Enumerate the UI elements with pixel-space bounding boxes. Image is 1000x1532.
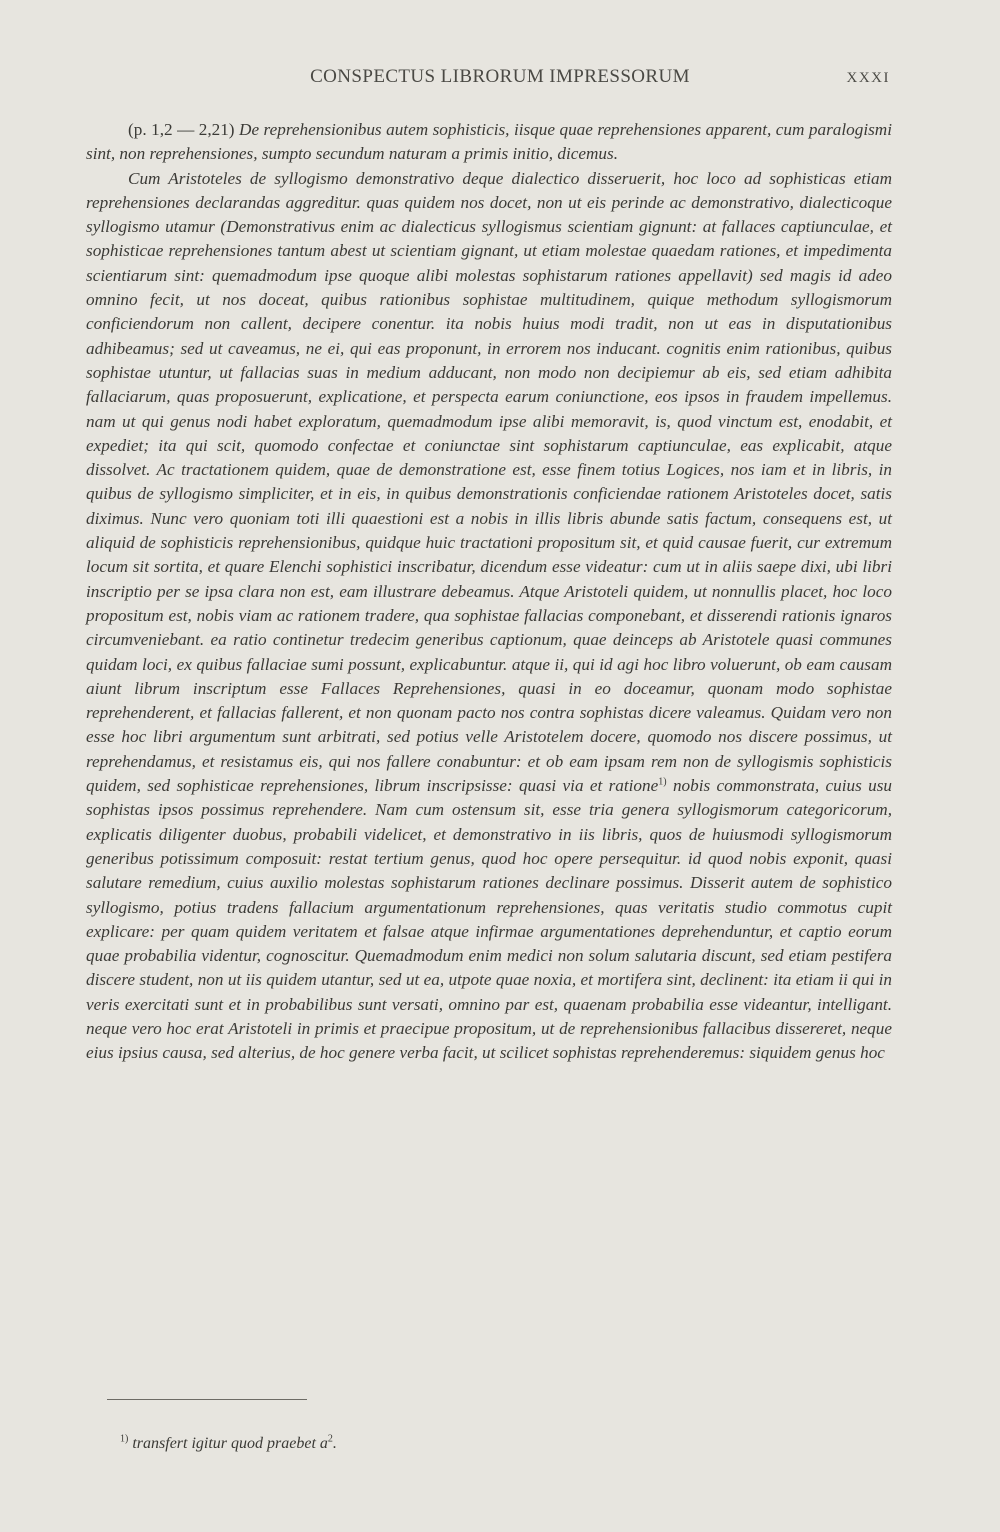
footnote-end: . xyxy=(332,1435,337,1452)
paragraph-1 xyxy=(86,118,892,167)
paragraph-1-text: De reprehensionibus autem sophisticis, iisque quae reprehensiones apparent, cum paralogismi sint, non reprehensiones, sumpto secundum naturam a primis initio, dicemus. xyxy=(86,120,892,164)
footnote-mark: 1) xyxy=(120,1433,129,1445)
footnote-superscript: 2 xyxy=(327,1433,333,1445)
footnote-text: transfert igitur quod praebet a xyxy=(132,1435,328,1452)
page-reference: (p. 1,2 — 2,21) xyxy=(128,120,235,139)
main-text xyxy=(86,118,892,1066)
paragraph-2 xyxy=(86,167,892,1066)
paragraph-2-text-a: Cum Aristoteles de syllogismo demonstrativo deque dialectico disseruerit, hoc loco ad sophisticas etiam reprehensiones declarandas aggreditur. quas quidem nos docet, non ut eis perinde ac demonstrativo, dialecticoque syllogismo utamur (Demonstrativus enim ac dialecticus syllogismus scientiam gignunt: at fallaces captiunculae, et sophisticae reprehensiones tantum abest ut scientiam gignant, ut etiam molestae quaedam rationes, et impedimenta scientiarum sint: quemadmodum ipse quoque alibi molestas sophistarum rationes appellavit) sed magis id adeo omnino fecit, ut nos doceat, quibus rationibus sophistae multitudinem, quique methodum syllogismorum conficiendorum non callent, decipere conentur. ita nobis huius modi tradit, non ut eas in disputationibus adhibeamus; sed ut caveamus, ne ei, qui eas proponunt, in errorem nos inducant. cognitis enim rationibus, quibus sophistae utuntur, ut fallacias suas in medium adducant, non modo non decipiemur ab eis, sed etiam adhibita fallaciarum, quas proposuerunt, explicatione, et perspecta earum coniunctione, eos ipsos in fraudem impellemus. nam ut qui genus nodi habet exploratum, quemadmodum ipse alibi memoravit, is, quod vinctum est, enodabit, et expediet; ita qui scit, quomodo confectae et coniunctae sint sophistarum captiunculae, eas explicabit, atque dissolvet. Ac tractationem quidem, quae de demonstratione est, esse finem totius Logices, nos iam et in libris, in quibus de syllogismo simpliciter, et in eis, in quibus demonstrationis conficiendae rationem Aristoteles docet, satis diximus. Nunc vero quoniam toti illi quaestioni est a nobis in illis libris abunde satis factum, consequens est, ut aliquid de sophisticis reprehensionibus, quidque huic tractationi propositum sit, et quid causae fuerit, cur extremum locum sit sortita, et quare Elenchi sophistici inscribatur, dicendum esse videatur: cum ut in aliis saepe dixi, ubi libri inscriptio per se ipsa clara non est, eam illustrare debeamus. Atque Aristoteli quidem, ut nonnullis placet, hoc loco propositum est, nobis viam ac rationem tradere, qua sophistae fallacias componebant, et disserendi rationis ignaros circumveniebant. ea ratio continetur tredecim generibus captionum, quae deinceps ab Aristotele quasi communes quidam loci, ex quibus fallaciae sumi possunt, explicabuntur. atque ii, qui id agi hoc libro voluerunt, ob eam causam aiunt librum inscriptum esse Fallaces Reprehensiones, quasi in eo doceamur, quonam modo sophistae reprehenderent, et fallacias fallerent, et non quonam pacto nos contra sophistas dicere valeamus. Quidam vero non esse hoc libri argumentum sunt arbitrati, sed potius velle Aristotelem docere, quomodo nos discere possimus, ut reprehendamus, et resistamus eis, qui nos fallere conabuntur: et ob eam ipsam rem non de syllogismis sophisticis quidem, sed sophisticae reprehensiones, librum inscripsisse: quasi via et ratione xyxy=(86,168,892,796)
running-title: CONSPECTUS LIBRORUM IMPRESSORUM xyxy=(310,66,690,87)
paragraph-2-text-b: nobis commonstrata, cuius usu sophistas ipsos possimus reprehendere. Nam cum ostensum sit, esse tria genera syllogismorum categoricorum, explicatis diligenter duobus, probabili videlicet, et demonstrativo in iis libris, quos de huiusmodi syllogismorum generibus potissimum composuit: restat tertium genus, quod hoc opere persequitur. id quod nobis exponit, quasi salutare remedium, cuius auxilio molestas sophistarum rationes declinare possimus. Disserit autem de sophistico syllogismo, potius tradens fallacium argumentationum reprehensiones, quas veritatis studio commotus cupit explicare: per quam quidem veritatem et falsae atque infirmae argumentationes deprehenduntur, et captio eorum quae probabilia videntur, cognoscitur. Quemadmodum enim medici non solum salutaria discunt, sed etiam pestifera discere student, non ut iis quidem utantur, sed ut ea, utpote quae noxia, et mortifera sint, declinent: ita etiam ii qui in veris exercitati sunt et in probabilibus sunt versati, omnino par est, quaenam probabilia esse videantur, intelligant. neque vero hoc erat Aristoteli in primis et praecipue propositum, ut de reprehensionibus fallacibus dissereret, neque eius ipsius causa, sed alterius, de hoc genere verba facit, ut scilicet sophistas reprehenderemus: siquidem genus hoc xyxy=(86,776,893,1063)
footnote-divider xyxy=(107,1399,307,1400)
footnote xyxy=(120,1435,337,1453)
footnote-reference: 1) xyxy=(658,776,667,788)
page-number: XXXI xyxy=(846,70,890,86)
